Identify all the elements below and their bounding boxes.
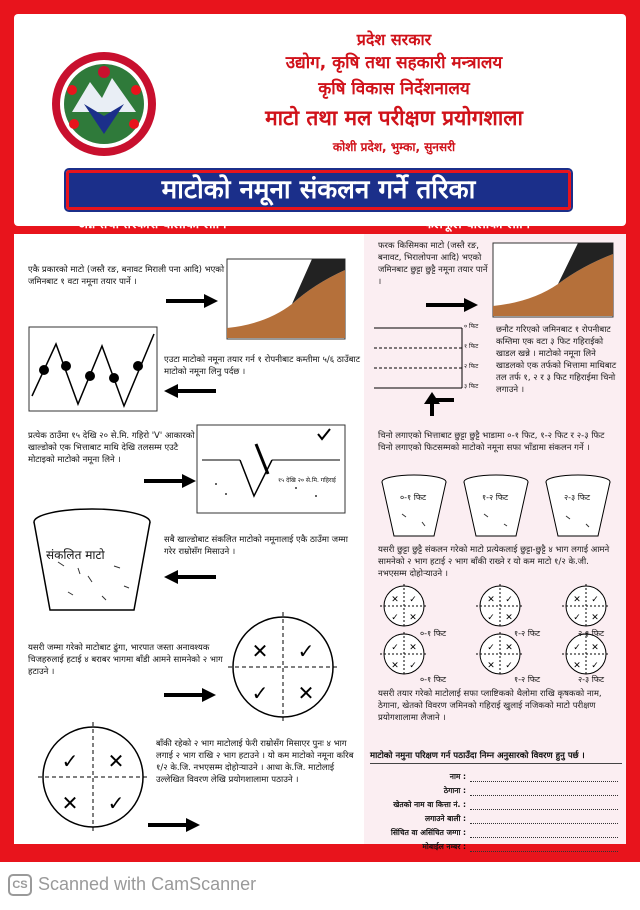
svg-text:✕: ✕: [573, 595, 581, 605]
form-line-plot[interactable]: [470, 809, 618, 810]
arrow-right-icon: [146, 818, 200, 832]
right-step-1-text: फरक किसिमका माटो (जस्तै रङ, बनावट, भिरालोपना आदि) भएको जमिनबाट छुट्टा छुट्टै नमूना तयार पार्ने ।: [378, 241, 488, 287]
svg-text:✕: ✕: [391, 595, 399, 605]
left-column-heading: अन्न तथा तरकारी बालीका लागि: [78, 217, 227, 232]
nepal-emblem-icon: [50, 50, 158, 158]
svg-text:✕: ✕: [591, 643, 599, 653]
circle-label-bottom-2-3: २-३ फिट: [578, 675, 605, 684]
svg-text:✕: ✕: [409, 643, 417, 653]
circle-label-bottom-1-2: १-२ फिट: [514, 675, 541, 684]
depth-label-0: ० फिट: [464, 323, 479, 330]
svg-text:✓: ✓: [487, 613, 495, 623]
zigzag-sampling-icon: [28, 326, 158, 412]
title-banner: माटोको नमूना संकलन गर्ने तरिका: [66, 170, 571, 210]
svg-text:✓: ✓: [409, 595, 417, 605]
form-line-irrigation[interactable]: [470, 837, 618, 838]
quartering-circle-icon: [34, 718, 152, 836]
form-label-plot: खेतको नाम वा कित्ता नं. :: [393, 800, 466, 809]
svg-text:✓: ✓: [61, 749, 79, 773]
form-line-crop[interactable]: [470, 823, 618, 824]
right-step-4-text: यसरी छुट्टा छुट्टै संकलन गरेको माटो प्रत्येकलाई छुट्टा-छुट्टै ४ भाग लगाई आमने सामनेको २ भाग हटाई २ भाग बाँकी राख्ने र यो कम माटो १/२ के.जी. नभएसम्म दोहोऱ्याउने ।: [378, 545, 610, 579]
form-label-mobile: मोबाईल नम्बर :: [422, 842, 466, 851]
v-pit-sampling-icon: [196, 424, 346, 514]
left-column: [14, 234, 364, 844]
svg-text:✕: ✕: [505, 613, 513, 623]
right-step-5-text: यसरी तयार गरेको माटोलाई सफा प्लाष्टिकको थैलोमा राखि कृषकको नाम, ठेगाना, खेतको विवरण जमिनको गहिराई खुलाई नजिकको माटो परीक्षण प्रयोगशालामा लैजाने ।: [378, 689, 602, 723]
form-label-address: ठेगाना :: [443, 786, 466, 795]
circle-label-top-0-1: ०-१ फिट: [420, 629, 447, 638]
svg-text:✓: ✓: [505, 595, 513, 605]
camscanner-text: Scanned with CamScanner: [38, 874, 257, 894]
svg-text:✓: ✓: [251, 681, 269, 705]
arrow-left-icon: [164, 384, 218, 398]
form-label-name: नाम :: [449, 772, 466, 781]
circle-label-top-1-2: १-२ फिट: [514, 629, 541, 638]
quartering-circle-icon: [224, 608, 342, 726]
bucket-label-2-3: २-३ फिट: [564, 493, 591, 502]
svg-text:✓: ✓: [573, 613, 581, 623]
sloped-land-icon: [226, 258, 346, 340]
depth-label-1: १ फिट: [464, 343, 479, 350]
v-pit-depth-label: १५ देखि २० से.मि. गहिराई: [278, 477, 336, 484]
svg-text:✕: ✕: [487, 661, 495, 671]
svg-text:✕: ✕: [487, 595, 495, 605]
right-column-heading: फलफूल बालीको लागि: [424, 217, 530, 232]
svg-text:✕: ✕: [409, 613, 417, 623]
left-step-6-text: बाँकी रहेको २ भाग माटोलाई फेरी राम्रोसँग मिसाएर पुनः ४ भाग लगाई २ भाग राखि २ भाग हटाउने । यो कम माटोको नमूना करिब १/२ के.जि. नभएसम्म दोहोऱ्याउने । आधा के.जि. माटोलाई उल्लेखित विवरण लेखि प्रयोगशालामा पठाउने ।: [156, 739, 354, 785]
sloped-land-icon: [492, 242, 614, 318]
header-line-2: उद्योग, कृषि तथा सहकारी मन्त्रालय: [285, 53, 503, 73]
form-line-address[interactable]: [470, 795, 618, 796]
depth-buckets-icon: [378, 474, 614, 538]
arrow-left-icon: [164, 570, 218, 584]
arrow-right-icon: [162, 688, 216, 702]
right-step-2-text: छनौट गरिएको जमिनबाट १ रोपनीबाट कम्तिमा एक वटा ३ फिट गहिराईको खाडल खन्ने । माटोको नमूना लिने खाडलको एक तर्फको भित्तामा माथिबाट तल तर्फ १, २ र ३ फिट गहिराईमा चिनो लगाउने ।: [496, 325, 617, 395]
depth-label-2: २ फिट: [464, 363, 479, 370]
circle-label-top-2-3: २-३ फिट: [578, 629, 605, 638]
left-step-1-text: एकै प्रकारको माटो (जस्तै रङ, बनावट मिराली पना आदि) भएको जमिनबाट १ वटा नमूना तयार पार्ने ।: [28, 265, 225, 287]
arrow-right-icon: [164, 294, 218, 308]
depth-label-3: ३ फिट: [464, 383, 479, 390]
bucket-label-0-1: ०-१ फिट: [400, 493, 427, 502]
right-step-3-text: चिनो लगाएको भित्ताबाट छुट्टा छुट्टै भाडामा ०-१ फिट, १-२ फिट र २-३ फिट चिनो लगाएको फिटसम्मको माटोको नमूना सफा भाँडामा संकलन गर्ने ।: [378, 431, 605, 453]
camscanner-watermark: [8, 874, 256, 896]
svg-text:✕: ✕: [505, 643, 513, 653]
form-line-mobile[interactable]: [470, 851, 618, 852]
svg-text:✓: ✓: [409, 661, 417, 671]
header-line-4: माटो तथा मल परीक्षण प्रयोगशाला: [265, 106, 523, 130]
svg-text:✓: ✓: [297, 639, 315, 663]
svg-text:✓: ✓: [107, 791, 125, 815]
svg-text:✕: ✕: [107, 749, 125, 773]
form-title: माटोको नमुना परिक्षण गर्न पठाउँदा निम्न अनुसारको विवरण हुनु पर्छ ।: [370, 750, 622, 764]
svg-text:✓: ✓: [391, 613, 399, 623]
bucket-label-1-2: १-२ फिट: [482, 493, 509, 502]
form-label-crop: लगाउने बाली :: [425, 814, 466, 823]
header-line-3: कृषि विकास निर्देशनालय: [318, 79, 470, 99]
circle-label-bottom-0-1: ०-१ फिट: [420, 675, 447, 684]
form-line-name[interactable]: [470, 781, 618, 782]
camscanner-logo-icon: CS: [8, 874, 32, 896]
header-line-5: कोशी प्रदेश, भुम्का, सुनसरी: [332, 140, 456, 154]
svg-text:✓: ✓: [573, 643, 581, 653]
pit-depth-diagram-icon: [374, 326, 498, 418]
form-label-irrigation: सिंचित वा असिंचित जग्गा :: [390, 828, 466, 837]
svg-text:✕: ✕: [61, 791, 79, 815]
svg-text:✓: ✓: [487, 643, 495, 653]
left-step-2-text: एउटा माटोको नमूना तयार गर्न १ रोपनीबाट कम्तीमा ५/६ ठाउँबाट माटोको नमूना लिनु पर्दछ ।: [164, 355, 360, 377]
bucket-label: संकलित माटो: [46, 548, 105, 562]
svg-text:✕: ✕: [391, 661, 399, 671]
svg-text:✕: ✕: [591, 613, 599, 623]
svg-text:✓: ✓: [391, 643, 399, 653]
arrow-right-icon: [424, 298, 478, 312]
left-step-3-text: प्रत्येक ठाउँमा १५ देखि २० से.मि. गहिरो 'V' आकारको खाल्डोको एक भित्ताबाट माथि देखि तलसम्म एउटै मोटाइको माटोको नमूना लिने ।: [28, 431, 195, 465]
svg-text:✕: ✕: [573, 661, 581, 671]
left-step-5-text: यसरी जम्मा गरेको माटोबाट ढुंगा, भारपात जस्ता अनावश्यक चिजहरुलाई हटाई ४ बराबर भागमा बाँडी आमने सामनेको २ भाग हटाउने ।: [28, 643, 223, 677]
svg-text:✕: ✕: [251, 639, 269, 663]
arrow-right-icon: [142, 474, 196, 488]
header-line-1: प्रदेश सरकार: [356, 30, 432, 49]
svg-text:✕: ✕: [297, 681, 315, 705]
svg-text:✓: ✓: [591, 595, 599, 605]
svg-text:✓: ✓: [505, 661, 513, 671]
left-step-4-text: सबै खाल्डोबाट संकलित माटोको नमूनालाई एकै ठाउँमा जम्मा गरेर राम्रोसँग मिसाउने ।: [164, 535, 348, 557]
svg-text:✓: ✓: [591, 661, 599, 671]
